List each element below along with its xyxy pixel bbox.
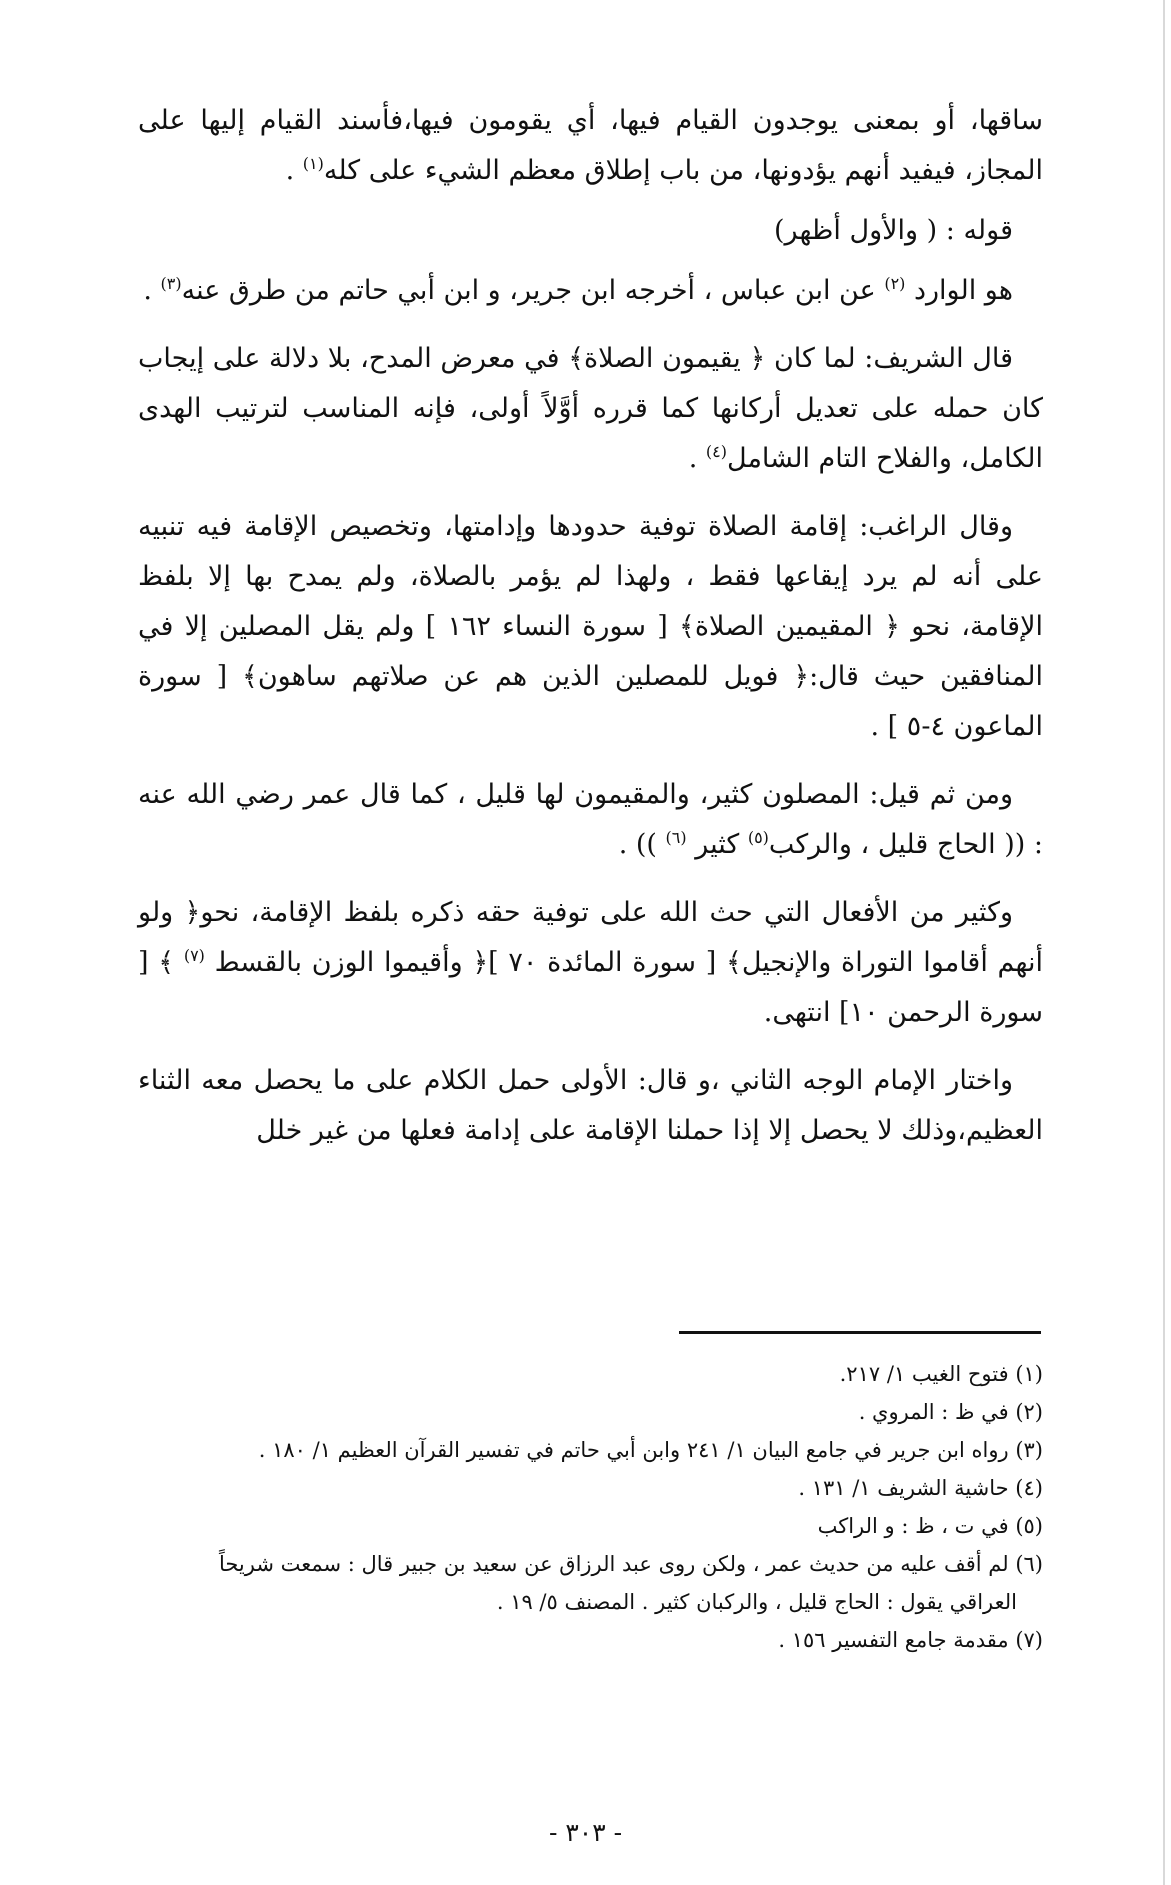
paragraph-text: . xyxy=(143,275,161,306)
footnote-1: (١) فتوح الغيب ١/ ٢١٧. xyxy=(839,1362,1043,1386)
paragraph-6 xyxy=(138,770,1043,870)
page-number: - ٣٠٣ - xyxy=(548,1818,623,1847)
paragraph-7 xyxy=(138,888,1043,1038)
paragraph-text: واختار الإمام الوجه الثاني ،و قال: الأولى حمل الكلام على ما يحصل معه الثناء العظيم،وذلك لا يحصل إلا إذا حملنا الإقامة على إدامة فعلها من غير خلل xyxy=(138,1065,1043,1146)
paragraph-text: وقال الراغب: إقامة الصلاة توفية حدودها وإدامتها، وتخصيص الإقامة فيه تنبيه على أنه لم يرد إيقاعها فقط ، ولهذا لم يؤمر بالصلاة، ولم يمدح بها إلا بلفظ الإقامة، نحو ﴿ المقيمين الصلاة﴾ [ سورة النساء ١٦٢ ] ولم يقل المصلين إلا في المنافقين حيث قال:﴿ فويل للمصلين الذين هم عن صلاتهم ساهون﴾ [ سورة الماعون ٤-٥ ] . xyxy=(138,511,1043,742)
paragraph-text: قال الشريف: لما كان ﴿ يقيمون الصلاة﴾ في معرض المدح، بلا دلالة على إيجاب كان حمله على تعديل أركانها كما قرره أوَّلاً أولى، فإنه المناسب لترتيب الهدى الكامل، والفلاح التام الشامل xyxy=(138,343,1043,474)
paragraph-3 xyxy=(138,266,1043,316)
paragraph-1 xyxy=(138,96,1043,196)
paragraph-2-quote-heading xyxy=(138,206,1043,256)
paragraph-text: . xyxy=(688,443,706,474)
footnote-ref-4: (٤) xyxy=(705,442,728,461)
paragraph-text: . xyxy=(285,155,303,186)
footnote-ref-3: (٣) xyxy=(160,274,182,293)
footnote-ref-2: (٢) xyxy=(884,274,906,293)
footnote-ref-7: (٧) xyxy=(183,946,205,965)
footnote-6: (٦) لم أقف عليه من حديث عمر ، ولكن روى عبد الرزاق عن سعيد بن جبير قال : سمعت شريحاً xyxy=(218,1552,1043,1576)
paragraph-text: وكثير من الأفعال التي حث الله على توفية حقه ذكره بلفظ الإقامة، نحو﴿ ولو أنهم أقاموا التوراة والإنجيل﴾ [ سورة المائدة ٧٠ ]﴿ وأقيموا الوزن بالقسط xyxy=(138,897,1043,978)
paragraph-text: ﴾ [ سورة الرحمن ١٠] انتهى. xyxy=(138,947,1043,1028)
paragraph-text: عن ابن عباس ، أخرجه ابن جرير، و ابن أبي حاتم من طرق عنه xyxy=(181,275,885,306)
footnotes xyxy=(138,1355,1043,1659)
paragraph-text: )) . xyxy=(618,829,666,860)
footnote-ref-5: (٥) xyxy=(747,828,769,847)
paragraph-text: كثير xyxy=(686,829,748,860)
footnote-ref-1: (١) xyxy=(302,154,324,173)
paragraph-text: قوله : ( والأول أظهر) xyxy=(774,215,1013,246)
footnote-4: (٤) حاشية الشريف ١/ ١٣١ . xyxy=(798,1476,1043,1500)
footnote-ref-6: (٦) xyxy=(665,828,687,847)
footnote-7: (٧) مقدمة جامع التفسير ١٥٦ . xyxy=(778,1628,1043,1652)
paragraph-5 xyxy=(138,502,1043,752)
main-text xyxy=(138,96,1043,1156)
scan-edge-line xyxy=(1163,0,1165,1885)
footnote-6-continuation: العراقي يقول : الحاج قليل ، والركبان كثير . المصنف ٥/ ١٩ . xyxy=(496,1590,1017,1614)
paragraph-8 xyxy=(138,1056,1043,1156)
footnote-divider xyxy=(679,1331,1041,1334)
paragraph-text: ساقها، أو بمعنى يوجدون القيام فيها، أي يقومون فيها،فأسند القيام إليها على المجاز، فيفيد أنهم يؤدونها، من باب إطلاق معظم الشيء على كله xyxy=(138,105,1043,186)
footnote-3: (٣) رواه ابن جرير في جامع البيان ١/ ٢٤١ وابن أبي حاتم في تفسير القرآن العظيم ١/ ١٨٠ . xyxy=(258,1438,1043,1462)
paragraph-4 xyxy=(138,334,1043,484)
footnote-5: (٥) في ت ، ظ : و الراكب xyxy=(817,1514,1043,1538)
footnote-2: (٢) في ظ : المروي . xyxy=(858,1400,1043,1424)
paragraph-text: ومن ثم قيل: المصلون كثير، والمقيمون لها قليل ، كما قال عمر رضي الله عنه : (( الحاج قليل ، والركب xyxy=(138,779,1043,860)
paragraph-text: هو الوارد xyxy=(905,275,1013,306)
